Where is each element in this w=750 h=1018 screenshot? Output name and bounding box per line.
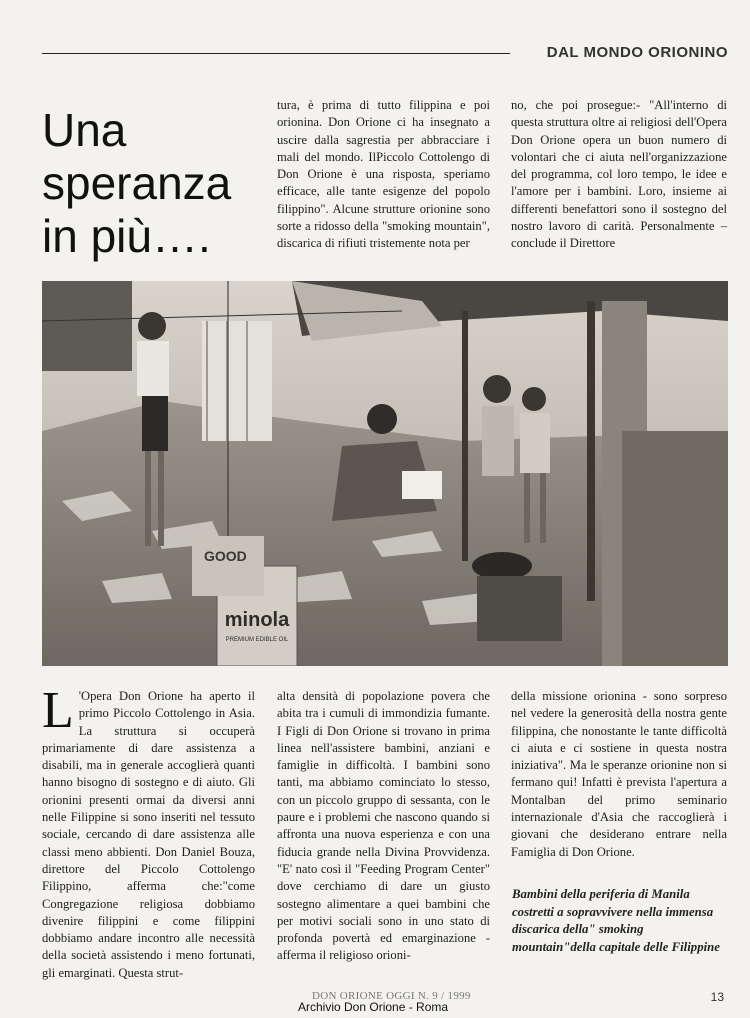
box-label-minola: minola [224,609,290,631]
bottom-column-2 [277,688,490,965]
top-column-2 [277,97,490,253]
top-column-2-text: tura, è prima di tutto filippina e poi orionina. Don Orione ci ha insegnato a uscire dalla sagrestia per abbracciare i mali del mondo. IlPiccolo Cottolengo di Don Orione è una risposta, speriamo efficace, alle tante esigenze del popolo filippino". Alcune strutture orionine sono sorte a ridosso della "smoking mountain", discarica di rifiuti tristemente nota per [277,98,490,251]
article-photo [42,281,728,666]
drop-cap: L [42,682,74,739]
bottom-column-1-text: 'Opera Don Orione ha aperto il primo Piccolo Cottolengo in Asia. La struttura si occuperà primariamente di dare assistenza a disabili, ma in generale accoglierà quanti hanno bisogno di sostegno e di aiuto. Gli orionini presenti ormai da diversi anni nelle Filippine si sono inseriti nel tessuto sociale, cercando di dare assistenza alle classi meno abbienti. Don Daniel Bouza, direttore del Piccolo Cottolengo Filippino, afferma che:"come Congregazione religiosa dobbiamo divenire filippini e come filippini dobbiamo andare incontro alle necessità della società assistendo i meno fortunati, gli emarginati. Questa strut- [42,689,255,980]
box-label-good: GOOD [204,548,247,564]
archive-stamp: Archivio Don Orione - Roma [298,1000,449,1014]
article-title: Una speranza in più…. [42,104,232,262]
box-label-oil: PREMIUM EDIBLE OIL [225,637,289,643]
page-number: 13 [710,990,724,1004]
bottom-column-3-text: della missione orionina - sono sorpreso nel vedere la generosità della nostra gente filippina, che nonostante le tante difficoltà ci aiuta e ci sostiene in questa nostra iniziativa". Ma le speranze orionine non si fermano qui! Infatti è prevista l'apertura a Montalban del primo seminario internazionale d'Asia che raccoglierà i giovani che desiderano entrare nella Famiglia di Don Orione. [511,689,727,859]
header-rule [42,53,510,54]
bottom-column-3 [511,688,727,861]
publication-footer: DON ORIONE OGGI N. 9 / 1999 [312,990,471,1002]
bottom-column-1 [42,682,255,982]
bottom-column-2-text: alta densità di popolazione povera che abita tra i cumuli di immondizia fumante. I Figli di Don Orione si trovano in prima linea nell'assistere bambini, anziani e famiglie in difficoltà. I bambini sono tanti, ma abbiamo cominciato lo stesso, con un piccolo gruppo di sessanta, con le paure e i problemi che nascono quando si affronta una nuova esperienza e con una fiducia grande nella Divina Provvidenza. "E' nato così il "Feeding Program Center" dove cerchiamo di dare un giusto sostegno alimentare a quei bambini che per motivi sociali sono in uno stato di profonda povertà ed emarginazione - afferma il religioso orioni- [277,689,490,963]
photo-caption: Bambini della periferia di Manila costretti a sopravvivere nella immensa discarica della" smoking mountain"della capitale delle Filippine [512,887,720,954]
top-column-3-text: no, che poi prosegue:- "All'interno di questa struttura oltre ai religiosi dell'Opera Don Orione opera un buon numero di volontari che ci aiuta nell'organizzazione del programma, col loro tempo, le idee e l'amore per i bambini. Loro, insieme ai differenti benefattori sono il sostegno del nostro lavoro di carità. Personalmente – conclude il Direttore [511,98,727,251]
section-label: DAL MONDO ORIONINO [546,44,728,61]
top-column-3 [511,97,727,253]
